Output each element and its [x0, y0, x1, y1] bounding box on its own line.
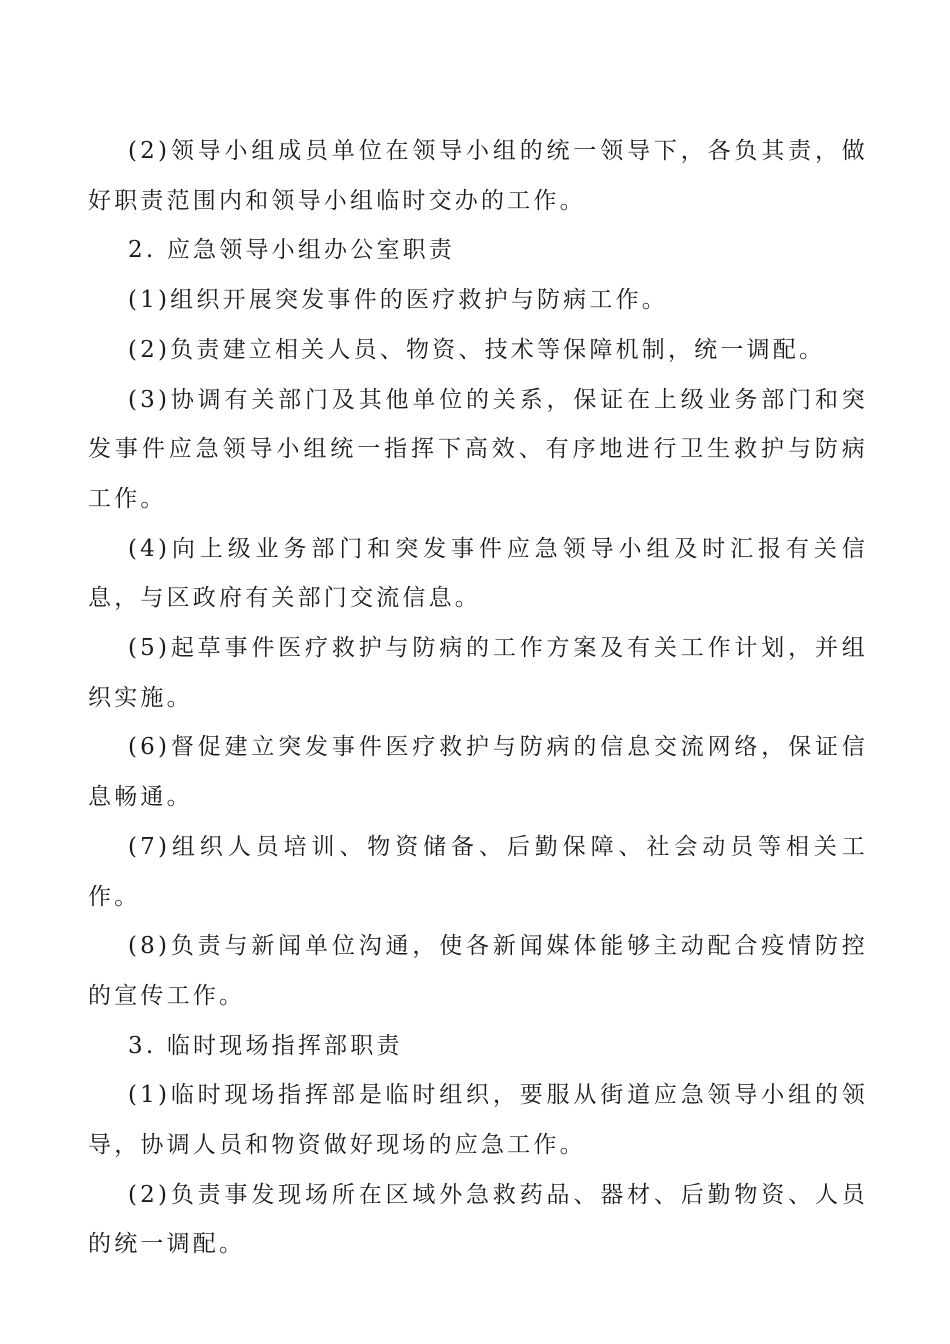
section-heading-2: 2. 应急领导小组办公室职责	[128, 237, 456, 264]
paragraph-3-2: (2)负责事发现场所在区域外急救药品、器材、后勤物资、人员的统一调配。	[88, 1181, 868, 1258]
paragraph-2-7: (7)组织人员培训、物资储备、后勤保障、社会动员等相关工作。	[88, 833, 868, 910]
paragraph-2-1: (1)组织开展突发事件的医疗救护与防病工作。	[128, 287, 668, 314]
paragraph-2-6: (6)督促建立突发事件医疗救护与防病的信息交流网络，保证信息畅通。	[88, 734, 868, 811]
section-heading-3: 3. 临时现场指挥部职责	[128, 1032, 403, 1059]
paragraph-2-4: (4)向上级业务部门和突发事件应急领导小组及时汇报有关信息，与区政府有关部门交流信息。	[88, 535, 868, 612]
paragraph-3-1: (1)临时现场指挥部是临时组织，要服从街道应急领导小组的领导，协调人员和物资做好现场的应急工作。	[88, 1082, 868, 1159]
paragraph-2-5: (5)起草事件医疗救护与防病的工作方案及有关工作计划，并组织实施。	[88, 635, 868, 711]
paragraph-2-3: (3)协调有关部门及其他单位的关系，保证在上级业务部门和突发事件应急领导小组统一指挥下高效、有序地进行卫生救护与防病工作。	[88, 386, 868, 512]
paragraph-1: (2)领导小组成员单位在领导小组的统一领导下，各负其责，做好职责范围内和领导小组临时交办的工作。	[88, 138, 868, 214]
paragraph-2-2: (2)负责建立相关人员、物资、技术等保障机制，统一调配。	[128, 336, 826, 363]
document-body	[88, 127, 868, 1270]
paragraph-2-8: (8)负责与新闻单位沟通，使各新闻媒体能够主动配合疫情防控的宣传工作。	[88, 933, 868, 1009]
